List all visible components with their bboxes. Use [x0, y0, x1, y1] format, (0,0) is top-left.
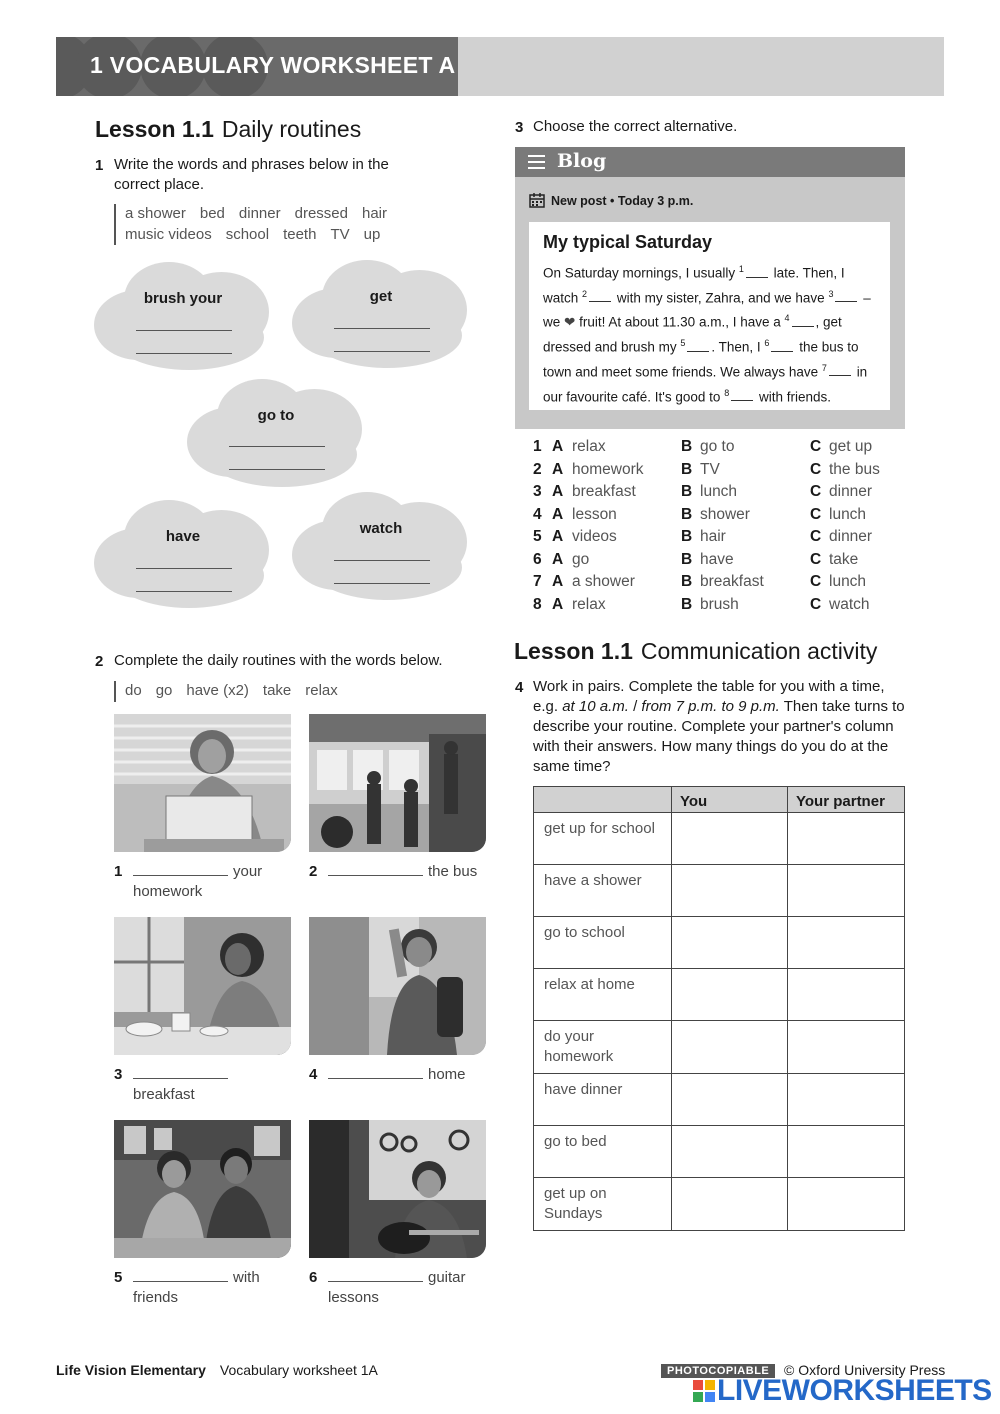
item-number: 6 — [309, 1269, 318, 1286]
option-c[interactable]: take — [829, 550, 859, 568]
worksheet-header — [56, 37, 944, 96]
answer-blank[interactable] — [133, 862, 228, 876]
word-item: go — [155, 682, 173, 699]
gap-5[interactable] — [687, 351, 709, 352]
exercise-item — [309, 862, 498, 882]
activity-cell: relax at home — [534, 969, 672, 1021]
item-text: with — [233, 1269, 260, 1286]
item-text: guitar — [428, 1269, 466, 1286]
word-item: a shower — [125, 205, 186, 222]
option-b[interactable]: hair — [700, 528, 726, 545]
answer-line[interactable] — [136, 568, 232, 569]
exercise-item — [309, 1268, 498, 1308]
cloud-label: go to — [257, 407, 295, 424]
item-text-line2: homework — [133, 883, 203, 900]
word-item: do — [125, 682, 142, 699]
book-title: Life Vision Elementary — [56, 1362, 206, 1378]
option-b[interactable]: go to — [700, 438, 735, 455]
blog-post-card — [529, 222, 890, 410]
you-cell[interactable] — [672, 865, 788, 917]
girl-laptop-photo — [114, 714, 291, 852]
exercise-item — [114, 1268, 293, 1308]
answer-line[interactable] — [334, 351, 430, 352]
lesson-heading — [514, 638, 877, 665]
option-b[interactable]: TV — [700, 460, 720, 478]
word-item: TV — [330, 225, 350, 243]
guitar-photo — [309, 1120, 486, 1258]
word-item: school — [225, 225, 270, 243]
activity-cell: go to school — [534, 917, 672, 969]
item-number: 3 — [114, 1066, 123, 1083]
liveworksheets-text: LIVEWORKSHEETS — [717, 1374, 992, 1407]
item-number: 5 — [114, 1269, 123, 1286]
header-dark-band — [56, 37, 458, 96]
option-a[interactable]: lesson — [572, 505, 617, 523]
question-number: 1 — [95, 157, 104, 174]
cloud-get — [292, 258, 470, 370]
cloud-label: watch — [359, 520, 403, 537]
worksheet-title: 1 VOCABULARY WORKSHEET A — [90, 52, 456, 78]
question-number: 3 — [515, 119, 524, 136]
gap-1[interactable] — [746, 277, 768, 278]
word-item: bed — [199, 205, 225, 222]
answer-line[interactable] — [229, 446, 325, 447]
word-item: dressed — [294, 205, 348, 222]
photocopiable-badge: PHOTOCOPIABLE — [661, 1364, 775, 1378]
option-a[interactable]: relax — [572, 438, 606, 455]
answer-blank[interactable] — [328, 862, 423, 876]
bus-photo — [309, 714, 486, 852]
lesson-title: Communication activity — [640, 638, 878, 664]
exercise-item — [114, 1065, 293, 1105]
item-text-line2: lessons — [328, 1289, 379, 1306]
item-text-line2: breakfast — [133, 1086, 195, 1103]
table-row — [534, 1074, 905, 1126]
answer-line[interactable] — [334, 328, 430, 329]
partner-cell[interactable] — [788, 813, 905, 865]
you-cell[interactable] — [672, 917, 788, 969]
routine-table — [533, 786, 905, 1231]
heart-icon: ❤ — [564, 314, 576, 330]
item-number: 4 — [309, 1066, 318, 1083]
option-a[interactable]: breakfast — [572, 483, 636, 500]
answer-line[interactable] — [136, 330, 232, 331]
gap-2[interactable] — [589, 301, 611, 302]
option-a[interactable]: homework — [572, 460, 644, 478]
activity-cell: do your homework — [534, 1021, 672, 1074]
page-footer — [56, 1362, 378, 1378]
blog-post-text: On Saturday mornings, I usually $^1$ late. Then, I watch $^2$ with my sister, Zahra, and we have $^3$ – we ❤ fruit! At about 11.30 a.m., I have a $^4$ , get dressed and brush my $^5$ . Then, I $^6$ the bus to town and meet some friends. We always have $^7$ in our favourite café. It's good to $^8$ with friends. — [543, 264, 871, 405]
option-a[interactable]: go — [572, 550, 590, 568]
cloud-watch — [292, 490, 470, 602]
question-instruction: Write the words and phrases below in the correct place. — [114, 156, 389, 193]
lesson-number: Lesson 1.1 — [514, 638, 633, 664]
partner-cell[interactable] — [788, 1021, 905, 1074]
blog-meta — [529, 192, 693, 211]
table-row — [534, 865, 905, 917]
gap-6[interactable] — [771, 351, 793, 352]
answer-line[interactable] — [229, 469, 325, 470]
option-a[interactable]: a shower — [572, 573, 635, 590]
exercise-item — [114, 862, 293, 902]
gap-8[interactable] — [731, 400, 753, 401]
question-number: 2 — [95, 653, 104, 670]
answer-line[interactable] — [136, 353, 232, 354]
word-box — [114, 681, 352, 702]
question-instruction: Complete the daily routines with the words below. — [114, 652, 443, 669]
lesson-heading — [95, 116, 361, 143]
cloud-go-to — [187, 377, 365, 489]
blog-title: Blog — [557, 150, 607, 172]
cloud-label: get — [369, 288, 393, 305]
blog-date: New post • Today 3 p.m. — [551, 194, 694, 208]
word-row — [125, 225, 401, 246]
word-item: dinner — [238, 205, 281, 222]
item-text-line2: friends — [133, 1289, 179, 1306]
option-b[interactable]: brush — [700, 595, 739, 613]
gap-3[interactable] — [835, 301, 857, 302]
item-text: the bus — [428, 863, 478, 880]
activity-column-header — [534, 787, 672, 813]
cloud-have — [94, 498, 272, 610]
sheet-name: Vocabulary worksheet 1A — [219, 1362, 378, 1378]
option-b[interactable]: breakfast — [700, 573, 764, 590]
lesson-number: Lesson 1.1 — [95, 116, 214, 142]
word-item: hair — [361, 205, 387, 222]
cloud-label: have — [165, 528, 201, 545]
table-row — [534, 1021, 905, 1074]
option-c[interactable]: lunch — [829, 505, 867, 523]
you-cell[interactable] — [672, 1126, 788, 1178]
you-cell[interactable] — [672, 1021, 788, 1074]
question-instruction: Choose the correct alternative. — [533, 118, 738, 135]
word-item: have (x2) — [186, 682, 249, 699]
activity-cell: have dinner — [534, 1074, 672, 1126]
partner-cell[interactable] — [788, 917, 905, 969]
word-item: relax — [305, 682, 338, 699]
answer-blank[interactable] — [133, 1065, 228, 1079]
activity-cell: get up for school — [534, 813, 672, 865]
option-c[interactable]: watch — [829, 595, 870, 613]
word-row — [125, 204, 401, 225]
liveworksheets-icon — [693, 1376, 715, 1398]
blog-title-bar — [515, 147, 905, 177]
answer-line[interactable] — [334, 560, 430, 561]
partner-cell[interactable] — [788, 1178, 905, 1231]
word-box — [114, 204, 401, 245]
menu-icon — [528, 155, 545, 169]
answer-line[interactable] — [136, 591, 232, 592]
calendar-icon — [529, 192, 545, 211]
activity-cell: go to bed — [534, 1126, 672, 1178]
option-b[interactable]: have — [700, 550, 734, 568]
answer-line[interactable] — [334, 583, 430, 584]
table-header-row — [534, 787, 905, 813]
table-row — [534, 969, 905, 1021]
option-c[interactable]: the bus — [829, 460, 880, 478]
boy-waving-photo — [309, 917, 486, 1055]
gap-4[interactable] — [792, 326, 814, 327]
option-a[interactable]: relax — [572, 595, 606, 613]
copyright-text: © Oxford University Press — [784, 1362, 946, 1378]
liveworksheets-logo[interactable] — [693, 1374, 992, 1408]
option-a[interactable]: videos — [572, 528, 617, 545]
option-c[interactable]: get up — [829, 438, 873, 455]
table-row — [534, 917, 905, 969]
partner-cell[interactable] — [788, 969, 905, 1021]
word-item: teeth — [283, 225, 317, 243]
question-instruction: Work in pairs. Complete the table for you with a time, e.g. at 10 a.m. / from 7 p.m. to 9 p.m. Then take turns to describe your routine. Complete your partner's column with their answers. How many things do you do at the same time? — [533, 678, 905, 775]
item-text: home — [428, 1066, 466, 1083]
option-c[interactable]: dinner — [829, 528, 873, 545]
table-row — [534, 1178, 905, 1231]
partner-cell[interactable] — [788, 1126, 905, 1178]
blog-post-title: My typical Saturday — [543, 232, 713, 252]
you-cell[interactable] — [672, 1074, 788, 1126]
table-row — [534, 1126, 905, 1178]
word-item: take — [262, 682, 292, 699]
word-item: up — [363, 225, 381, 243]
exercise-item — [309, 1065, 498, 1085]
option-b[interactable]: shower — [700, 505, 750, 523]
item-number: 2 — [309, 863, 318, 880]
item-text: your — [233, 863, 263, 880]
partner-cell[interactable] — [788, 865, 905, 917]
option-c[interactable]: lunch — [829, 573, 867, 590]
option-c[interactable]: dinner — [829, 483, 873, 500]
cloud-label: brush your — [143, 290, 223, 307]
activity-cell: have a shower — [534, 865, 672, 917]
you-cell[interactable] — [672, 813, 788, 865]
partner-column-header: Your partner — [788, 787, 905, 813]
friends-gaming-photo — [114, 1120, 291, 1258]
answer-blank[interactable] — [328, 1268, 423, 1282]
gap-7[interactable] — [829, 375, 851, 376]
blog-panel — [515, 147, 905, 429]
option-b[interactable]: lunch — [700, 483, 738, 500]
activity-cell: get up on Sundays — [534, 1178, 672, 1231]
word-item: music videos — [125, 225, 212, 243]
partner-cell[interactable] — [788, 1074, 905, 1126]
lesson-title: Daily routines — [221, 116, 362, 142]
answer-blank[interactable] — [328, 1065, 423, 1079]
you-column-header: You — [672, 787, 788, 813]
item-number: 1 — [114, 863, 123, 880]
breakfast-photo — [114, 917, 291, 1055]
question-number: 4 — [515, 679, 524, 696]
cloud-brush-your — [94, 260, 272, 372]
answer-blank[interactable] — [133, 1268, 228, 1282]
table-row — [534, 813, 905, 865]
you-cell[interactable] — [672, 1178, 788, 1231]
you-cell[interactable] — [672, 969, 788, 1021]
